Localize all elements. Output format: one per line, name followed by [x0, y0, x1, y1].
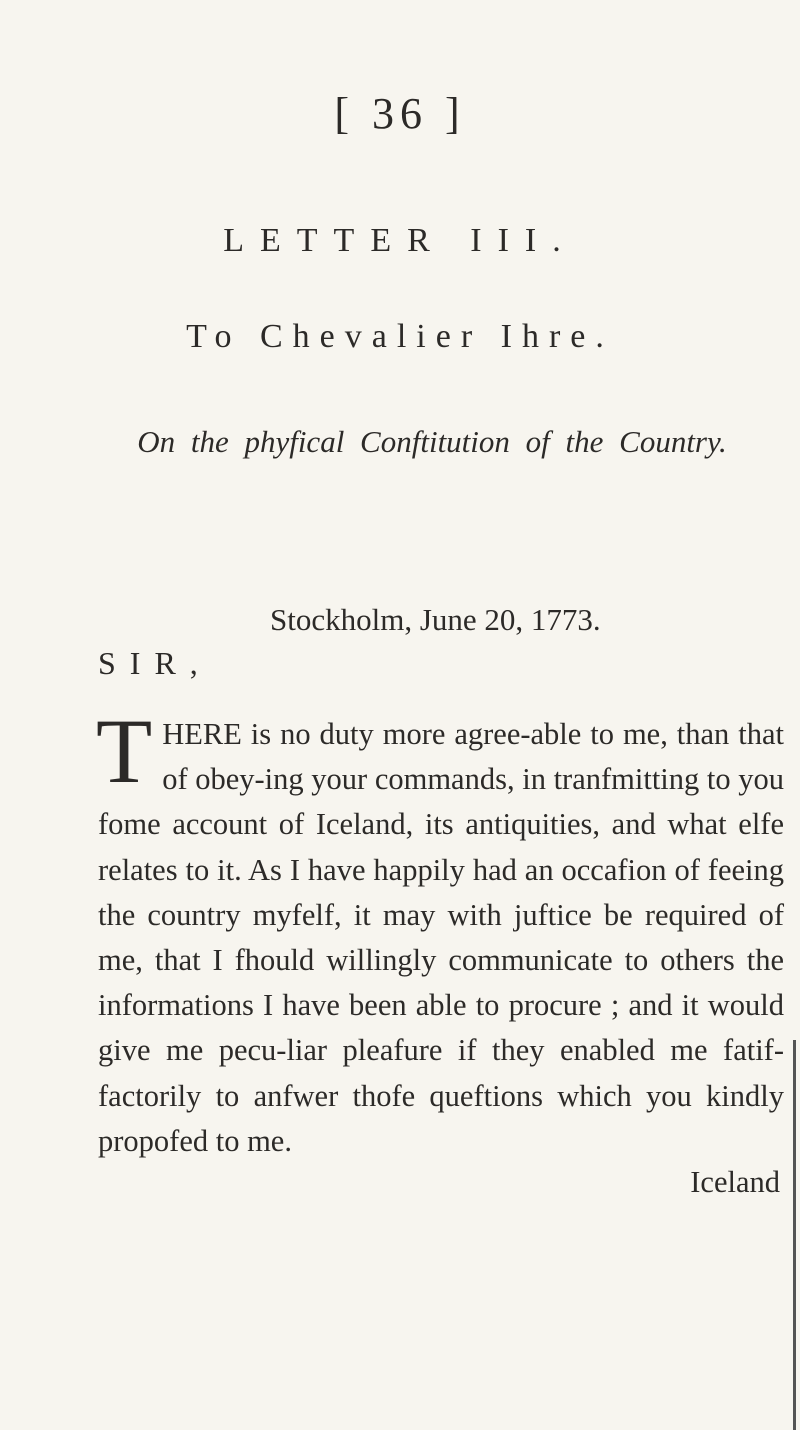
letter-subject: On the phyfical Conftitution of the Country. — [137, 424, 727, 459]
letter-heading: LETTER III. — [223, 222, 577, 259]
page-number: [ 36 ] — [334, 89, 466, 138]
addressee: To Chevalier Ihre. — [186, 318, 614, 355]
catchword: Iceland — [690, 1165, 780, 1199]
salutation: SIR, — [98, 645, 212, 681]
body-paragraph — [96, 700, 784, 1164]
drop-cap: T — [96, 700, 153, 802]
dateline: Stockholm, June 20, 1773. — [270, 602, 601, 637]
page-edge — [793, 1040, 796, 1430]
body-text: HERE is no duty more agree-able to me, than that of obey-ing your commands, in tranfmitting to you fome account of Iceland, its antiquities, and what elfe relates to it. As I have happily had an occafion of feeing the country myfelf, it may with juftice be required of me, that I fhould willingly communicate to others the informations I have been able to procure ; and it would give me pecu-liar pleafure if they enabled me fatif-factorily to anfwer thofe queftions which you kindly propofed to me. — [98, 717, 784, 1158]
